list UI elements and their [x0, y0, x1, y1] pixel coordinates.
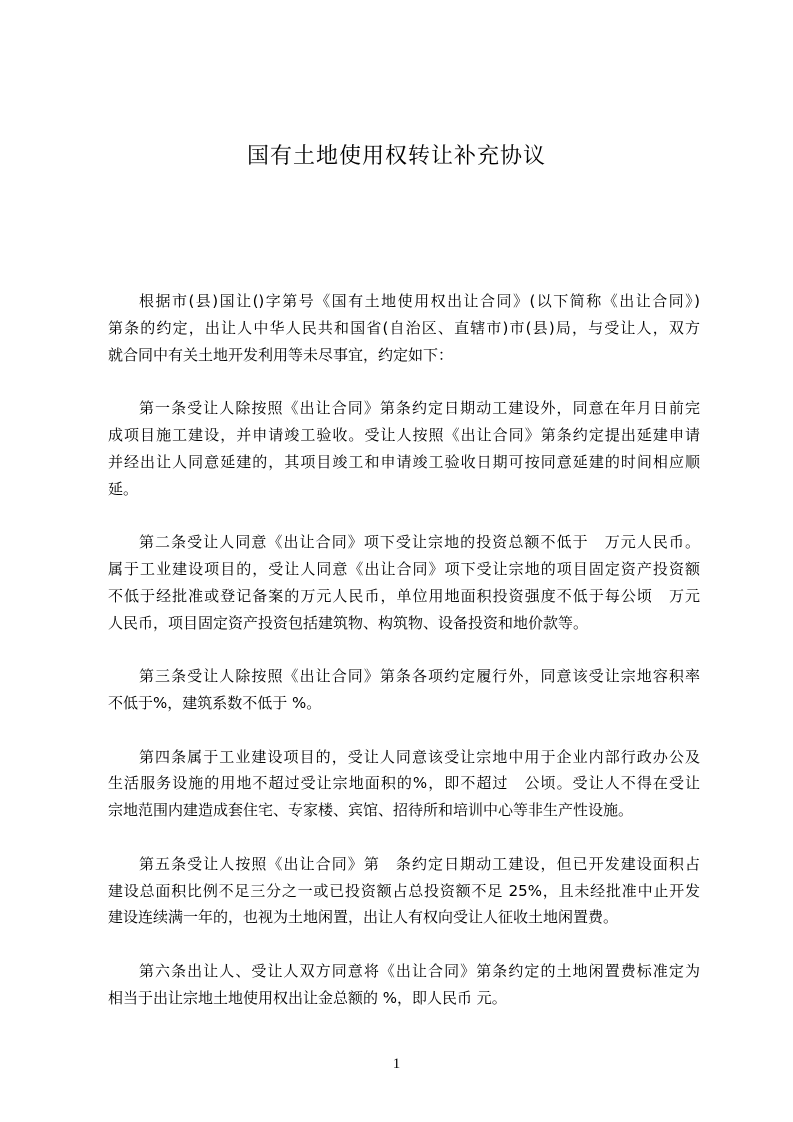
clause-6-paragraph [108, 958, 700, 1012]
clause-3-paragraph [108, 663, 700, 717]
clause-2-paragraph [108, 529, 700, 636]
text-line: 建设总面积比例不足三分之一或已投资额占总投资额不足 25%，且未经批准中止开发 [108, 881, 700, 900]
text-line: 成项目施工建设，并申请竣工验收。受让人按照《出让合同》第条约定提出延建申请 [108, 425, 700, 444]
text-line: 第二条受让人同意《出让合同》项下受让宗地的投资总额不低于 万元人民币。 [139, 533, 700, 552]
clause-4-paragraph [108, 744, 700, 824]
page-number: 1 [392, 1056, 401, 1072]
text-line: 第五条受让人按照《出让合同》第 条约定日期动工建设，但已开发建设面积占 [139, 854, 700, 873]
clause-1-paragraph [108, 395, 700, 502]
text-line: 宗地范围内建造成套住宅、专家楼、宾馆、招待所和培训中心等非生产性设施。 [108, 801, 634, 820]
text-line: 建设连续满一年的，也视为土地闲置，出让人有权向受让人征收土地闲置费。 [108, 908, 619, 927]
text-line: 根据市(县)国让()字第号《国有土地使用权出让合同》(以下简称《出让合同》) [139, 292, 700, 310]
preamble-paragraph [108, 288, 700, 368]
text-line: 不低于经批准或登记备案的万元人民币，单位用地面积投资强度不低于每公顷 万元 [108, 586, 700, 605]
text-line: 第三条受让人除按照《出让合同》第条各项约定履行外，同意该受让宗地容积率 [139, 667, 700, 686]
text-line: 第六条出让人、受让人双方同意将《出让合同》第条约定的土地闲置费标准定为 [139, 961, 700, 980]
text-line: 并经出让人同意延建的，其项目竣工和申请竣工验收日期可按同意延建的时间相应顺 [108, 452, 700, 471]
text-line: 不低于%，建筑系数不低于 %。 [108, 693, 322, 712]
document-body [108, 288, 700, 1038]
text-line: 相当于出让宗地土地使用权出让金总额的 %，即人民币 元。 [108, 988, 507, 1007]
text-line: 属于工业建设项目的，受让人同意《出让合同》项下受让宗地的项目固定资产投资额 [108, 559, 700, 578]
text-line: 生活服务设施的用地不超过受让宗地面积的%，即不超过 公顷。受让人不得在受让 [108, 774, 700, 793]
text-line: 第条的约定，出让人中华人民共和国省(自治区、直辖市)市(县)局，与受让人，双方 [108, 318, 700, 337]
document-title: 国有土地使用权转让补充协议 [246, 144, 546, 169]
text-line: 延。 [108, 479, 139, 498]
text-line: 人民币，项目固定资产投资包括建筑物、构筑物、设备投资和地价款等。 [108, 613, 589, 632]
text-line: 第一条受让人除按照《出让合同》第条约定日期动工建设外，同意在年月日前完 [139, 399, 700, 418]
text-line: 第四条属于工业建设项目的，受让人同意该受让宗地中用于企业内部行政办公及 [139, 747, 700, 766]
text-line: 就合同中有关土地开发利用等未尽事宜，约定如下： [108, 345, 454, 364]
clause-5-paragraph [108, 851, 700, 931]
